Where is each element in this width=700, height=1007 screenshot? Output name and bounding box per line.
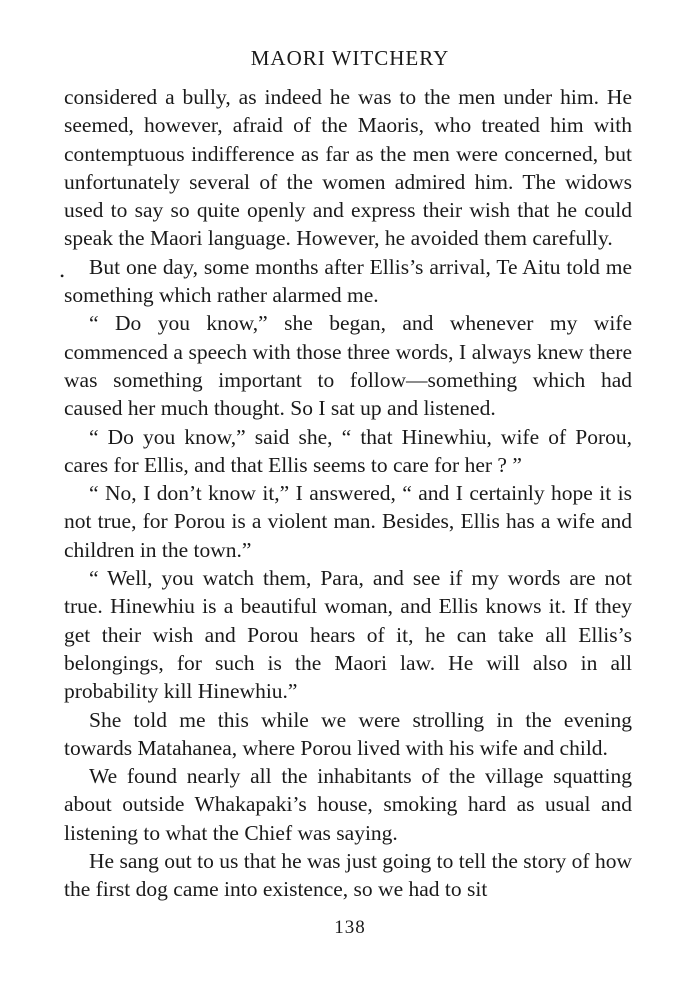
paragraph: “ Do you know,” she began, and whenever my wife commenced a speech with those three words, I always knew there was something important to follow—something which had caused her much thought. So I sat up and listened.	[64, 311, 632, 421]
running-head: MAORI WITCHERY	[250, 46, 450, 70]
paragraph: “ Well, you watch them, Para, and see if my words are not true. Hinewhiu is a beautiful woman, and Ellis knows it. If they get their wish and Porou hears of it, he can take all Ellis’s belongings, for such is the Maori law. He will also in all probability kill Hinewhiu.”	[64, 566, 632, 704]
paragraph: But one day, some months after Ellis’s arrival, Te Aitu told me something which rather alarmed me.	[64, 254, 632, 308]
paragraph: He sang out to us that he was just going to tell the story of how the first dog came into existence, so we had to sit	[64, 849, 632, 902]
paragraph: She told me this while we were strolling in the evening towards Matahanea, where Porou lived with his wife and child.	[64, 707, 632, 760]
paragraph: “ Do you know,” said she, “ that Hinewhiu, wife of Porou, cares for Ellis, and that Ellis seems to care for her ? ”	[64, 424, 632, 477]
page-body	[64, 83, 632, 904]
page-number: 138	[334, 917, 366, 938]
paragraph: We found nearly all the inhabitants of the village squatting about outside Whakapaki’s house, smoking hard as usual and listening to what the Chief was saying.	[64, 764, 632, 845]
paragraph: considered a bully, as indeed he was to the men under him. He seemed, however, afraid of the Maoris, who treated him with contemptuous indifference as far as the men were concerned, but unfortunately several of the women admired him. The widows used to say so quite openly and express their wish that he could speak the Maori language. However, he avoided them carefully.	[64, 85, 632, 251]
paragraph: “ No, I don’t know it,” I answered, “ and I certainly hope it is not true, for Porou is a violent man. Besides, Ellis has a wife and children in the town.”	[64, 481, 632, 562]
margin-mark: •	[60, 269, 65, 283]
